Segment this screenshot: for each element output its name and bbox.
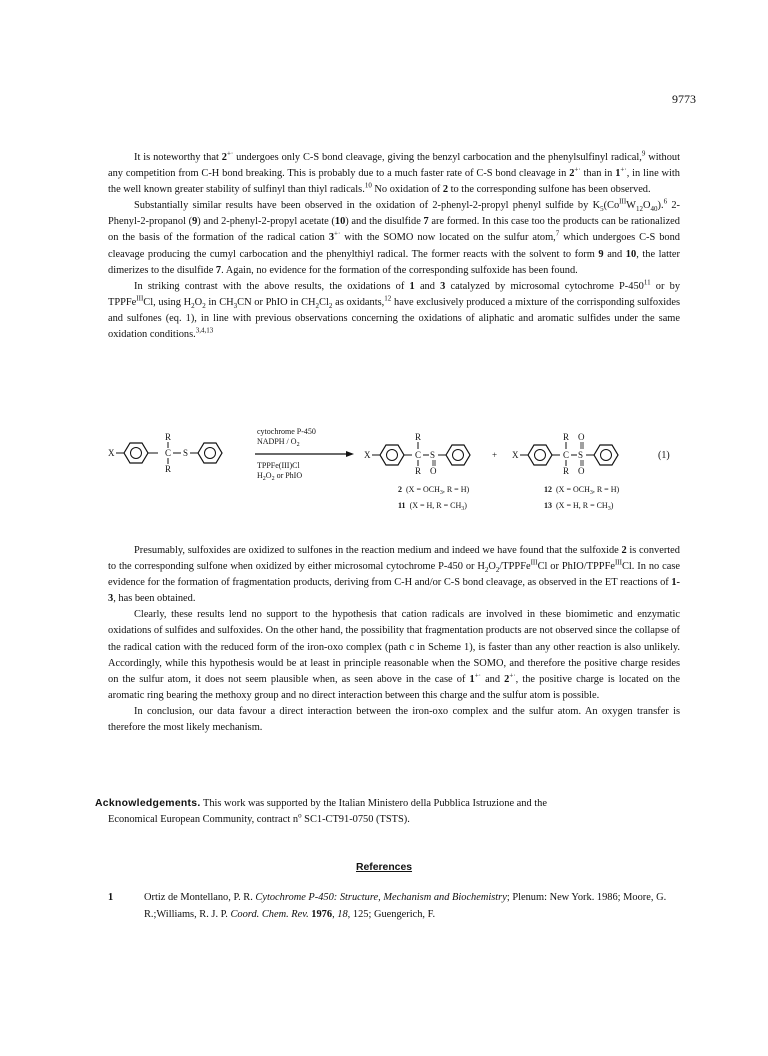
paragraph-5: Clearly, these results lend no support to the hypothesis that cation radicals are involved in these biomimetic and enzymatic oxidations of sulfides and sulfoxides. On the other hand, the possibility that fragmentation products are not observed since the collapse of the radical cation with the reduced form of the iron-oxo complex (path c in Scheme 1), is faster than any other reaction is also unlikely. Accordingly, while this hypothesis would be at least in principle reasonable when the SOMO, and therefore the positive charge resides on the sulfur atom, it does not seem plausible when, as seen above in the case of 1+· and 2+·, the positive charge is located on the aromatic ring bearing the methoxy group and no direct interaction between this charge and the sulfur atom is possible. (108, 609, 680, 701)
svg-text:S: S (430, 450, 436, 460)
svg-text:O: O (578, 466, 585, 476)
acknowledgements-label: Acknowledgements. (95, 798, 201, 809)
reference-number: 1 (108, 892, 114, 903)
svg-text:X: X (364, 450, 371, 460)
acknowledgements: Acknowledgements. This work was supported by the Italian Ministero della Pubblica Istruzione and the Economical European Community, contract $n^o$ SC1-CT91-0750 (TSTS). (95, 798, 547, 825)
svg-text:R: R (563, 432, 570, 442)
reaction-scheme (108, 428, 680, 528)
atom-x: X (108, 448, 115, 458)
page-number: 9773 (672, 92, 696, 106)
svg-text:C: C (563, 450, 570, 460)
body-text-lower (108, 543, 680, 736)
compound-label-11: 11 (X = H, $R = CH_3$) (398, 501, 467, 512)
reagent-tppfe: TPPFe(III)Cl (257, 461, 300, 470)
svg-text:X: X (512, 450, 519, 460)
atom-r-top: R (165, 432, 172, 442)
compound-label-13: 13 (X = H, $R = CH_3$) (544, 501, 614, 512)
reaction-arrow (255, 428, 354, 482)
body-text-upper (108, 150, 680, 343)
sulfoxide-structure (364, 432, 470, 476)
svg-text:R: R (563, 466, 570, 476)
svg-text:O: O (578, 432, 585, 442)
paragraph-4: Presumably, sulfoxides are oxidized to sulfones in the reaction medium and indeed we have found that the sulfoxide 2 is converted to the corresponding sulfone when oxidized by either microsomal cytochrome P-450 or $H_2O_2/TPPFe^{III}Cl$ or PhIO/TPPFe$^{III}$Cl. In no case evidence for the formation of fragmentation products, deriving from C-H and/or C-S bond cleavage, as observed in the ET reactions of 1-3, has been obtained. (108, 545, 680, 605)
paragraph-3: In striking contrast with the above results, the oxidations of 1 and 3 catalyzed by microsomal cytochrome $P-450^{11}$ or by TPPFe$^{III}$Cl, using $H_2O_2$ in $CH_3CN$ or PhIO in $CH_2Cl_2$ as oxidants,$^{12}$ have exclusively produced a mixture of the corrisponding sulfoxides and sulfones (eq. 1), in line with previous observations concerning the oxidations of aliphatic and aromatic sulfides under the same oxidation conditions.$^{3,4,13}$ (108, 278, 681, 341)
svg-text:S: S (578, 450, 584, 460)
atom-c: C (165, 448, 172, 458)
svg-text:O: O (430, 466, 437, 476)
paragraph-2: Substantially similar results have been observed in the oxidation of 2-phenyl-2-propyl phenyl sulfide by $K_5(Co^{III}W_{12}O_{40}).^6$ 2-Phenyl-2-propanol (9) and 2-phenyl-2-propyl acetate (10) and the disulfide 7 are formed. In this case too the products can be rationalized on the basis of the formation of the radical cation 3+· with the SOMO now located on the sulfur atom,$^7$ which undergoes C-S bond cleavage producing the cumyl carbocation and the phenylthiyl radical. The former reacts with the solvent to form 9 and 10, the latter dimerizes to the disulfide 7. Again, no evidence for the formation of the corresponding sulfoxide has been found. (108, 197, 680, 276)
compound-label-12: 12 ($X = OCH_3$, R = H) (544, 485, 620, 496)
compound-label-2: 2 ($X = OCH_3$, R = H) (398, 485, 470, 496)
reference-text: Ortiz de Montellano, P. R. Cytochrome P-450: Structure, Mechanism and Biochemistry; Plenum: New York. 1986; Moore, G. R.;Williams, R. J. P. Coord. Chem. Rev. 1976, 18, 125; Guengerich, F. (144, 892, 667, 920)
atom-r-bottom: R (165, 464, 172, 474)
references-heading: References (355, 862, 413, 873)
reaction-equation-svg (108, 428, 680, 528)
reagent-h2o2: $H_2O_2$ or PhIO (257, 471, 303, 482)
svg-text:C: C (415, 450, 422, 460)
plus-sign: + (492, 450, 498, 460)
reactant-structure (108, 432, 222, 474)
reagent-nadph: NADPH / $O_2$ (257, 437, 300, 448)
equation-number: (1) (658, 450, 670, 461)
sulfone-structure (512, 432, 618, 476)
reagent-cytochrome: cytochrome P-450 (257, 428, 316, 436)
paragraph-6: In conclusion, our data favour a direct interaction between the iron-oxo complex and the sulfur atom. An oxygen transfer is therefore the most likely mechanism. (108, 705, 680, 734)
atom-s: S (183, 448, 189, 458)
svg-text:R: R (415, 432, 422, 442)
paragraph-1: It is noteworthy that 2+· undergoes only C-S bond cleavage, giving the benzyl carbocation and the phenylsulfinyl radical,$^9$ without any competition from C-H bond breaking. This is probably due to a much faster rate of C-S bond cleavage in 2+· than in 1+·, in line with the well known greater stability of sulfinyl than thiyl radicals.$^{10}$ No oxidation of 2 to the corresponding sulfone has been observed. (108, 149, 681, 196)
svg-text:R: R (415, 466, 422, 476)
